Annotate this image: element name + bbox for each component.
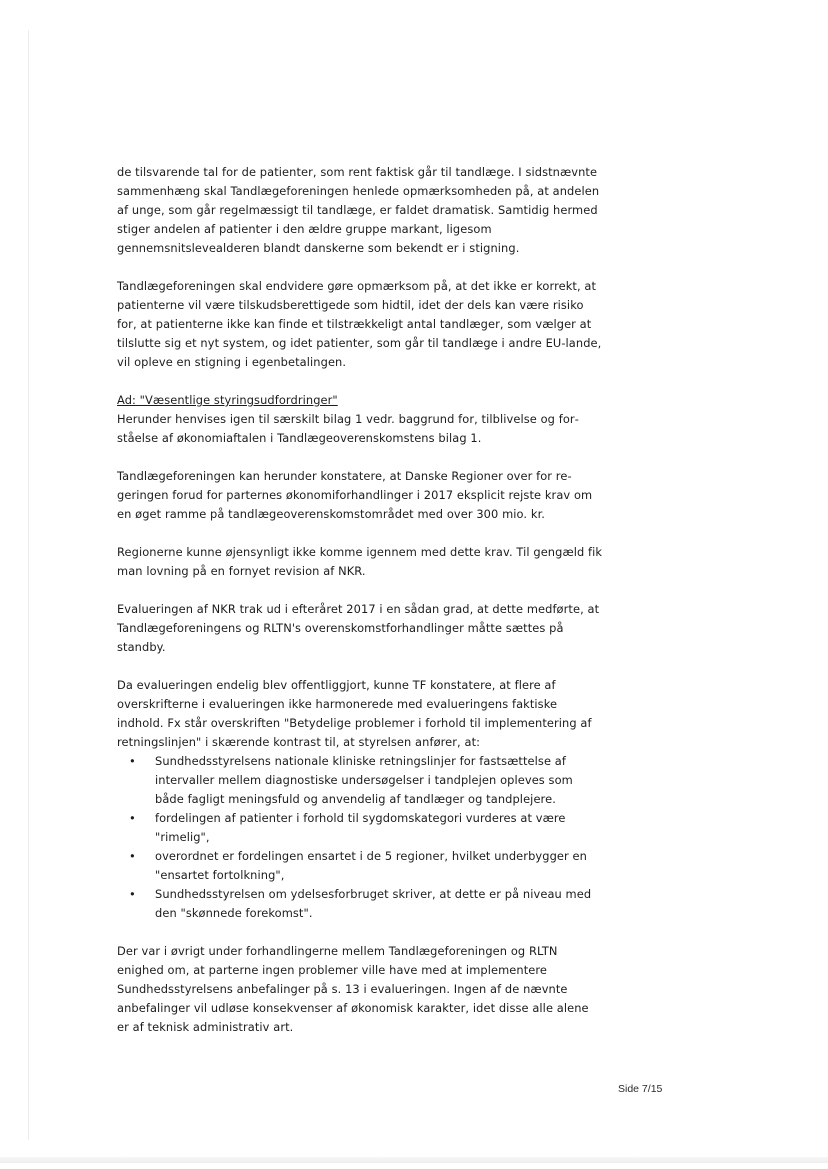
page-edge bbox=[28, 30, 29, 1140]
section-heading: Ad: "Væsentlige styringsudfordringer" bbox=[117, 393, 338, 407]
bullet-icon: • bbox=[129, 754, 136, 768]
paragraph: Evalueringen af NKR trak ud i efteråret 2017 i en sådan grad, at dette medførte, at Tandlægeforeningens og RLTN's overenskomstforhandlinger måtte sættes på standby. bbox=[117, 602, 600, 654]
list-item bbox=[117, 847, 603, 885]
bullet-icon: • bbox=[129, 887, 136, 901]
document-body bbox=[117, 163, 603, 1056]
list-item bbox=[117, 809, 603, 847]
bullet-list bbox=[117, 752, 603, 923]
paragraph: Tandlægeforeningen kan herunder konstatere, at Danske Regioner over for regeringen forud for parternes økonomiforhandlinger i 2017 eksplicit rejste krav om en øget ramme på tandlægeoverenskomstområdet med over 300 mio. kr. bbox=[117, 469, 593, 521]
paragraph: de tilsvarende tal for de patienter, som rent faktisk går til tandlæge. I sidstnævnte sammenhæng skal Tandlægeforeningen henlede opmærksomheden på, at andelen af unge, som går regelmæssigt til tandlæge, er faldet dramatisk. Samtidig hermed stiger andelen af patienter i den ældre gruppe markant, ligesom gennemsnitslevealderen blandt danskerne som bekendt er i stigning. bbox=[117, 165, 600, 255]
paragraph: Herunder henvises igen til særskilt bilag 1 vedr. baggrund for, tilblivelse og forståelse af økonomiaftalen i Tandlægeoverenskomstens bilag 1. bbox=[117, 412, 579, 445]
bullet-icon: • bbox=[129, 811, 136, 825]
paragraph: Der var i øvrigt under forhandlingerne mellem Tandlægeforeningen og RLTN enighed om, at parterne ingen problemer ville have med at implementere Sundhedsstyrelsens anbefalinger på s. 13 i evalueringen. Ingen af de nævnte anbefalinger vil udløse konsekvenser af økonomisk karakter, idet disse alle alene er af teknisk administrativ art. bbox=[117, 944, 589, 1034]
bullet-icon: • bbox=[129, 849, 136, 863]
paragraph: Tandlægeforeningen skal endvidere gøre opmærksom på, at det ikke er korrekt, at patienterne vil være tilskudsberettigede som hidtil, idet der dels kan være risiko for, at patienterne ikke kan finde et tilstrækkeligt antal tandlæger, som vælger at tilslutte sig et nyt system, og idet patienter, som går til tandlæge i andre EU-lande, vil opleve en stigning i egenbetalingen. bbox=[117, 279, 602, 369]
page-number: Side 7/15 bbox=[618, 1083, 663, 1095]
paragraph: Da evalueringen endelig blev offentliggjort, kunne TF konstatere, at flere af overskrifterne i evalueringen ikke harmonerede med evalueringens faktiske indhold. Fx står overskriften "Betydelige problemer i forhold til implementering af retningslinjen" i skærende kontrast til, at styrelsen anfører, at: bbox=[117, 678, 592, 749]
list-item-text: Sundhedsstyrelsens nationale kliniske retningslinjer for fastsættelse af intervaller mellem diagnostiske undersøgelser i tandplejen opleves som både fagligt meningsfuld og anvendelig af tandlæger og tandplejere. bbox=[155, 754, 573, 806]
page-edge-bottom bbox=[0, 1157, 828, 1163]
list-item bbox=[117, 752, 603, 809]
list-item bbox=[117, 885, 603, 923]
list-item-text: overordnet er fordelingen ensartet i de 5 regioner, hvilket underbygger en "ensartet fortolkning", bbox=[155, 849, 587, 882]
list-item-text: fordelingen af patienter i forhold til sygdomskategori vurderes at være "rimelig", bbox=[155, 811, 566, 844]
list-item-text: Sundhedsstyrelsen om ydelsesforbruget skriver, at dette er på niveau med den "skønnede forekomst". bbox=[155, 887, 592, 920]
paragraph: Regionerne kunne øjensynligt ikke komme igennem med dette krav. Til gengæld fik man lovning på en fornyet revision af NKR. bbox=[117, 545, 603, 578]
